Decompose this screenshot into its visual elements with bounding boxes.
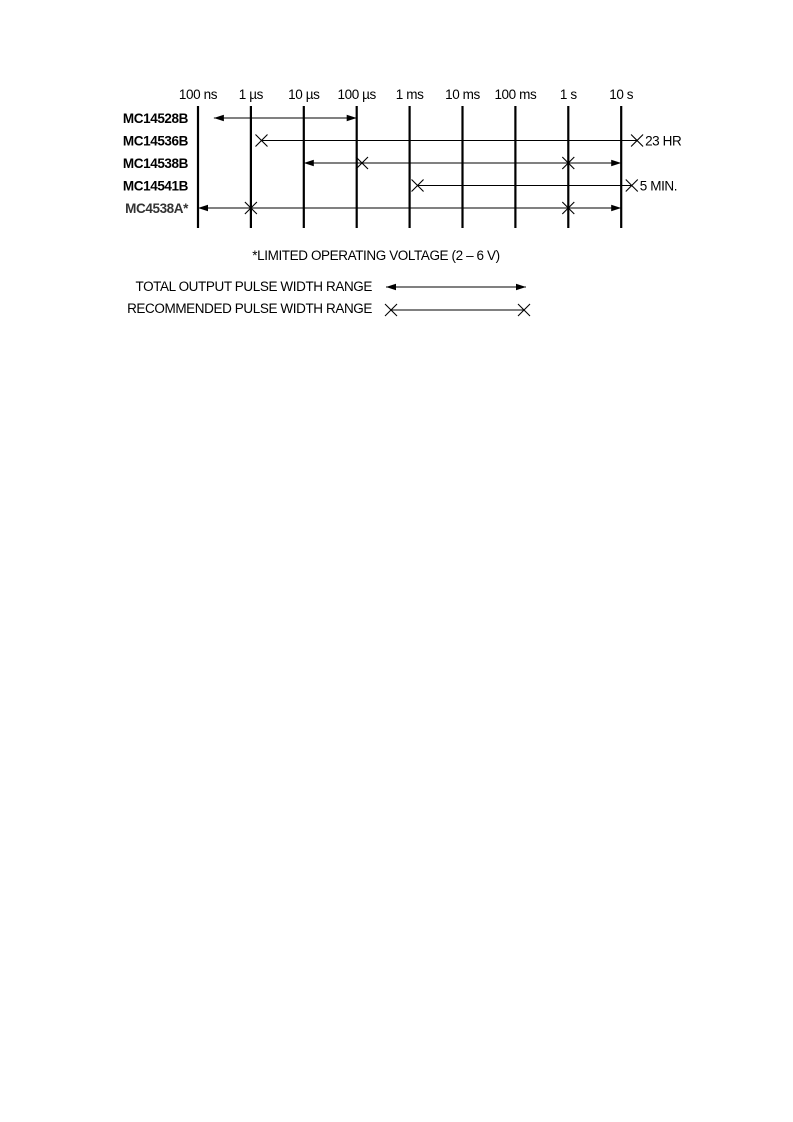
device-label: MC14528B [122, 111, 188, 126]
footnote: *LIMITED OPERATING VOLTAGE (2 – 6 V) [252, 248, 500, 263]
pulse-width-range-diagram [0, 0, 793, 360]
device-label: MC4538A* [125, 201, 188, 216]
range-start-arrow [214, 115, 224, 121]
tick-label: 10 ms [445, 87, 480, 102]
legend-total-arrow-line [386, 284, 526, 290]
range-note: 5 MIN. [639, 178, 678, 194]
range-end-arrow [347, 115, 357, 121]
device-label: MC14538B [122, 156, 188, 171]
tick-label: 10 µs [288, 87, 320, 102]
tick-label: 10 s [609, 87, 634, 102]
tick-label: 100 ms [494, 87, 537, 102]
device-label: MC14536B [122, 133, 188, 149]
tick-label: 1 ms [395, 87, 424, 102]
tick-label: 1 s [559, 87, 577, 102]
legend [127, 279, 530, 316]
tick-label: 100 µs [337, 87, 376, 102]
legend-total-label: TOTAL OUTPUT PULSE WIDTH RANGE [135, 279, 372, 294]
time-axis [179, 87, 634, 228]
legend-arrow-right [516, 284, 526, 290]
tick-label: 100 ns [178, 87, 218, 102]
range-end-arrow [611, 205, 621, 211]
range-start-arrow [198, 205, 208, 211]
legend-recommended-x-line [385, 304, 530, 316]
device-rows [123, 111, 682, 216]
range-end-arrow [611, 160, 621, 166]
device-row [123, 134, 682, 149]
range-note: 23 HR [645, 133, 682, 149]
device-row [123, 111, 357, 126]
tick-label: 1 µs [238, 87, 263, 102]
legend-recommended-label: RECOMMENDED PULSE WIDTH RANGE [127, 301, 372, 316]
range-start-arrow [304, 160, 314, 166]
device-row [123, 179, 677, 194]
device-label: MC14541B [122, 178, 188, 194]
device-row [125, 201, 621, 216]
legend-arrow-left [386, 284, 396, 290]
